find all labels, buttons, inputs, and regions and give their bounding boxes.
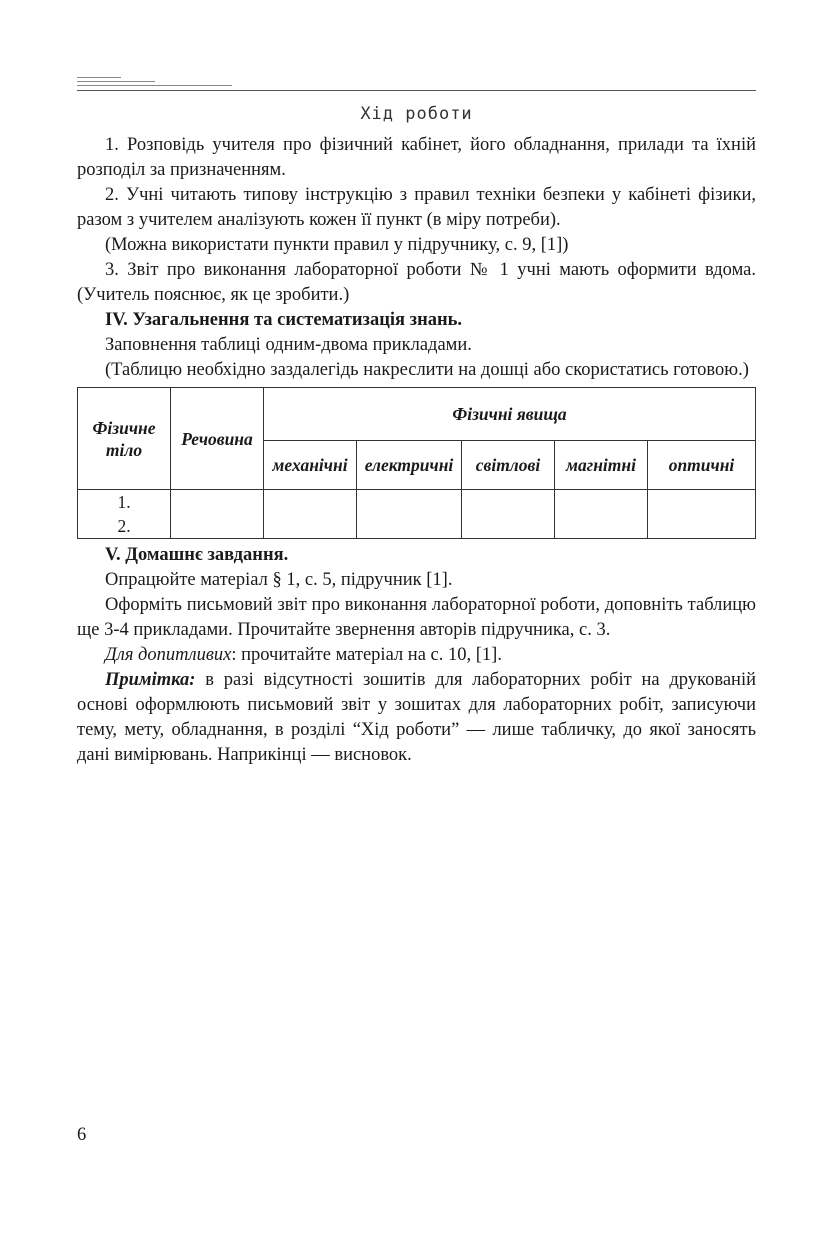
curious-paragraph	[77, 643, 756, 668]
page-number: 6	[77, 1125, 87, 1145]
paragraph-2: 2. Учні читають типову інструкцію з правил техніки безпеки у кабінеті фізики, разом з учителем аналізують кожен її пункт (в міру потреби).	[77, 185, 756, 230]
table-cell-row-numbers	[78, 490, 171, 539]
table-subheader-mechanical: механічні	[264, 441, 357, 490]
table-cell	[648, 490, 756, 539]
homework-1: Опрацюйте матеріал § 1, с. 5, підручник [1].	[105, 570, 453, 590]
section-title: Хід роботи	[360, 104, 473, 124]
table-cell	[171, 490, 264, 539]
homework-2: Оформіть письмовий звіт про виконання лабораторної роботи, доповніть таблицю ще 3-4 прикладами. Прочитайте звернення авторів підручника, с. 3.	[77, 595, 756, 640]
table-subheader-light: світлові	[462, 441, 555, 490]
curious-label: Для допитливих	[105, 645, 232, 665]
paragraph-7: (Таблицю необхідно заздалегідь накреслити на дошці або скористатись готовою.)	[105, 360, 749, 380]
header-rule-medium	[77, 81, 155, 82]
table-header-body: Фізичне тіло	[78, 388, 171, 490]
paragraph-3: (Можна використати пункти правил у підручнику, с. 9, [1])	[105, 235, 569, 255]
note-label: Примітка:	[105, 670, 196, 690]
table-cell	[357, 490, 462, 539]
table-row-1-number: 1.	[117, 492, 131, 512]
paragraph-1: 1. Розповідь учителя про фізичний кабінет, його обладнання, прилади та їхній розподіл за призначенням.	[77, 135, 756, 180]
header-rule-long	[77, 85, 232, 86]
section-v-heading: V. Домашнє завдання.	[105, 545, 289, 565]
table-header-phenomena: Фізичні явища	[264, 388, 756, 441]
table-cell	[462, 490, 555, 539]
table-row-2-number: 2.	[117, 516, 131, 536]
page-body	[77, 133, 756, 768]
header-rule-short	[77, 77, 121, 78]
table-header-substance: Речовина	[171, 388, 264, 490]
note-text: в разі відсутності зошитів для лабораторних робіт на друкованій основі оформлюють письмовий звіт у зошитах для лабораторних робіт, записуючи тему, мету, обладнання, в розділі “Хід роботи” — лише табличку, до якої заносять дані вимірювань. Наприкінці — висновок.	[77, 670, 756, 765]
section-iv-heading: IV. Узагальнення та систематизація знань.	[105, 310, 463, 330]
table-subheader-optical: оптичні	[648, 441, 756, 490]
note-paragraph	[77, 668, 756, 768]
phenomena-table	[77, 387, 756, 539]
table-cell	[555, 490, 648, 539]
table-cell	[264, 490, 357, 539]
paragraph-6: Заповнення таблиці одним-двома прикладами.	[105, 335, 472, 355]
header-rule-full	[77, 90, 756, 91]
paragraph-4: 3. Звіт про виконання лабораторної роботи № 1 учні мають оформити вдома. (Учитель пояснює, як це зробити.)	[77, 260, 756, 305]
table-subheader-magnetic: магнітні	[555, 441, 648, 490]
curious-text: : прочитайте матеріал на с. 10, [1].	[231, 645, 502, 665]
table-subheader-electrical: електричні	[357, 441, 462, 490]
